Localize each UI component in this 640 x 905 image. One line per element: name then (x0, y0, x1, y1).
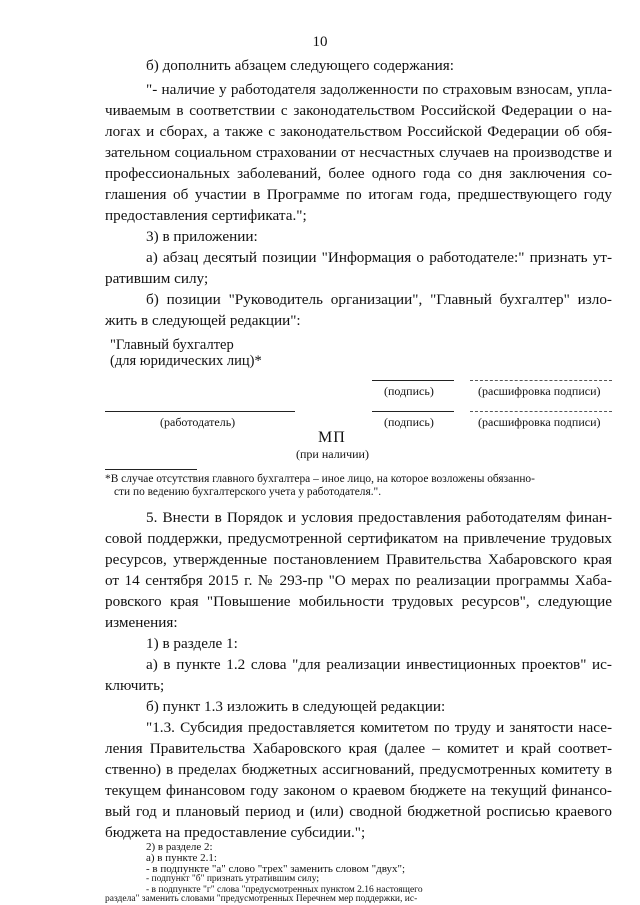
item-3: 3) в приложении: (146, 228, 258, 245)
section-1b: б) пункт 1.3 изложить в следующей редакции: (146, 698, 446, 715)
footnote-separator (105, 469, 197, 470)
quote-line: глашения об участии в Программе по итогам года, предшествующего году (105, 186, 612, 203)
section-1a-line: ключить; (105, 677, 165, 694)
quote-line: "- наличие у работодателя задолженности по страховым взносам, упла- (146, 81, 612, 98)
quote-line: предоставления сертификата."; (105, 207, 307, 224)
signature-decoding-caption-2: (расшифровка подписи) (478, 415, 601, 429)
section-1a-line: а) в пункте 1.2 слова "для реализации инвестиционных проектов" ис- (146, 656, 612, 673)
signature-caption: (подпись) (384, 384, 434, 398)
quote-1-3-line: вый год и плановый период и (или) сводной бюджетной росписью краевого (105, 803, 612, 820)
item-5-line: ровского края "Повышение мобильности трудовых ресурсов", следующие (105, 593, 612, 610)
quote-1-3-line: текущем финансовом году законом о краевом бюджете на текущий финансо- (105, 782, 612, 799)
signature-line (372, 380, 454, 381)
quote-1-3-line: "1.3. Субсидия предоставляется комитетом по труду и занятости насе- (146, 719, 612, 736)
signature-decoding-caption: (расшифровка подписи) (478, 384, 601, 398)
subpoint-g-line: - в подпункте "г" слова "предусмотренных пунктом 2.16 настоящего (146, 885, 423, 895)
stamp-label: МП (318, 429, 346, 446)
stamp-note: (при наличии) (296, 447, 369, 461)
quote-1-3-line: ления Правительства Хабаровского края (далее – комитет и край соответ- (105, 740, 612, 757)
item-5-line: от 14 сентября 2015 г. № 293-пр "О мерах по реализации программы Хаба- (105, 572, 612, 589)
quote-line: логах и сборах, а также с законодательством Российской Федерации об обя- (105, 123, 612, 140)
item-5-line: изменения: (105, 614, 178, 631)
signature-decoding-line-2 (470, 411, 612, 412)
item-3a-line: а) абзац десятый позиции "Информация о работодателе:" признать ут- (146, 249, 612, 266)
signature-line-2 (372, 411, 454, 412)
signature-caption-2: (подпись) (384, 415, 434, 429)
signature-decoding-line (470, 380, 612, 381)
legal-entities-label: (для юридических лиц)* (110, 353, 262, 369)
item-5-line: 5. Внести в Порядок и условия предоставления работодателям финан- (146, 509, 612, 526)
page-number: 10 (312, 34, 328, 50)
subpoint-a: - в подпункте "а" слово "трех" заменить словом "двух"; (146, 863, 406, 875)
subpoint-b: - подпункт "б" признать утратившим силу; (146, 874, 319, 884)
footnote-line: *В случае отсутствия главного бухгалтера – иное лицо, на которое возложены обязанно- (105, 473, 535, 485)
item-3b-line: б) позиции "Руководитель организации", "Главный бухгалтер" изло- (146, 291, 612, 308)
chief-accountant-label: "Главный бухгалтер (110, 337, 234, 353)
section-1: 1) в разделе 1: (146, 635, 238, 652)
employer-caption: (работодатель) (160, 415, 236, 429)
quote-line: зательном социальном страховании от несчастных случаев на производстве и (105, 144, 612, 161)
item-3a-line: ратившим силу; (105, 270, 209, 287)
quote-line: профессиональных заболеваний, более одного года со дня заключения со- (105, 165, 612, 182)
section-2a: а) в пункте 2.1: (146, 852, 217, 864)
item-5-line: ресурсов, утвержденные постановлением Правительства Хабаровского края (105, 551, 612, 568)
paragraph-b-heading: б) дополнить абзацем следующего содержания: (146, 57, 454, 74)
item-5-line: совой поддержки, предусмотренной сертификатом на привлечение трудовых (105, 530, 612, 547)
item-3b-line: жить в следующей редакции": (105, 312, 301, 329)
footnote-line: сти по ведению бухгалтерского учета у работодателя.". (114, 486, 382, 498)
quote-1-3-line: ственно) в пределах бюджетных ассигнований, предусмотренных комитету в (105, 761, 612, 778)
quote-1-3-line: бюджета на предоставление субсидии."; (105, 824, 366, 841)
subpoint-g-line: раздела" заменить словами "предусмотренных Перечнем мер поддержки, ис- (105, 894, 418, 904)
section-2: 2) в разделе 2: (146, 841, 213, 853)
quote-line: чиваемым в соответствии с законодательством Российской Федерации о на- (105, 102, 612, 119)
employer-line (105, 411, 295, 412)
